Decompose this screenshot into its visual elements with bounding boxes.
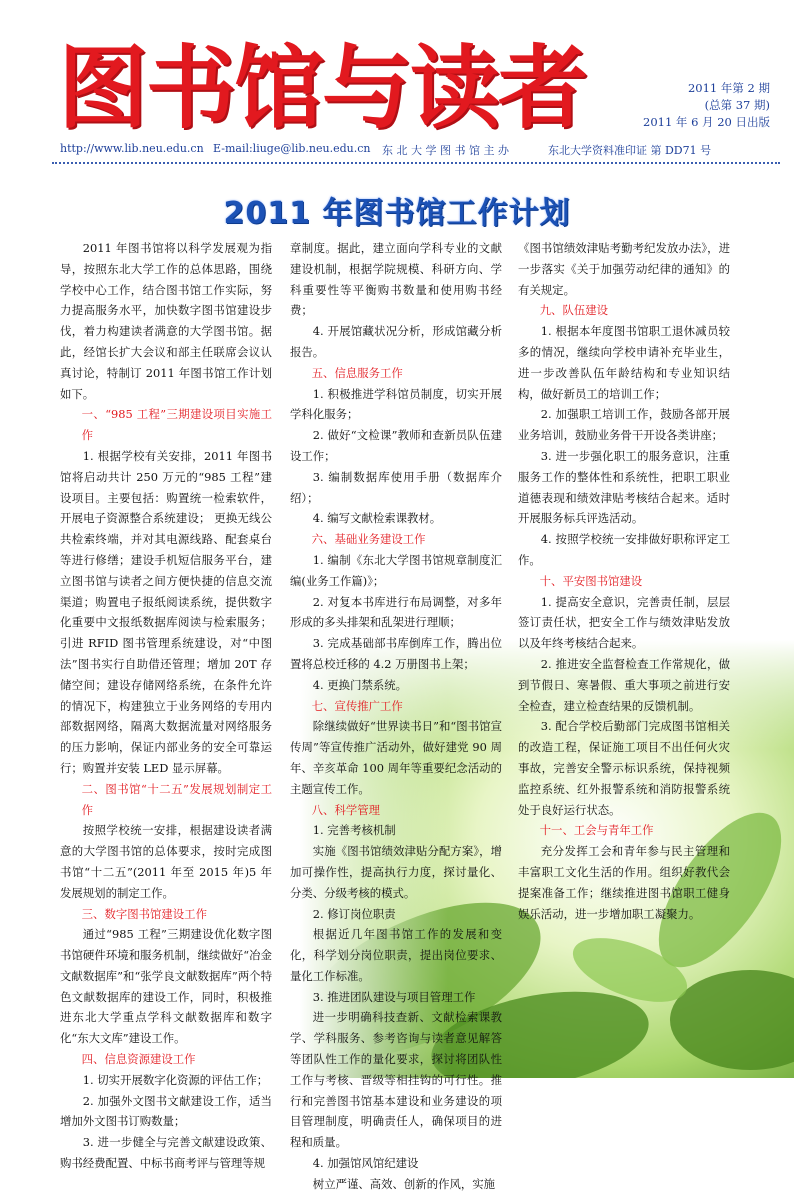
paragraph: 按照学校统一安排，根据建设读者满意的大学图书馆的总体要求，按时完成图书馆“十二五”(2011 年至 2015 年)5 年发展规划的制定工作。 bbox=[60, 823, 272, 900]
section-heading: 五、信息服务工作 bbox=[311, 365, 403, 380]
article-headline: 2011 年图书馆工作计划 bbox=[223, 196, 571, 231]
paragraph: 2. 加强外文图书文献建设工作，适当增加外文图书订购数量； bbox=[60, 1093, 272, 1129]
paragraph: 1. 完善考核机制 bbox=[312, 823, 396, 838]
paragraph: 章制度。据此，建立面向学科专业的文献建设机制，根据学院规模、科研方向、学科重要性等平衡购书数量和使用购书经费； bbox=[290, 241, 502, 318]
paragraph: 4. 编写文献检索课教材。 bbox=[312, 511, 442, 526]
paragraph: 1. 根据学校有关安排，2011 年图书馆将启动共计 250 万元的“985 工程”建设项目。主要包括：购置统一检索软件，开展电子资源整合系统建设； 更换无线公共检索终端，并对其电源线路、配套桌台等进行修缮；建设手机短信服务平台，建立图书馆与读者之间方便快捷的信息交流渠道；购置电子报纸阅读系统，提供数字化重要中文报纸数据库阅读与检索服务； 引进 RFID 图书管理系统建设，对“中图法”图书实行自助借还管理；增加 20T 存储空间；建设存储网络系统，在条件允许的情况下，构建独立于业务网络的专用内部数据网络，隔离大数据流量对网络服务的压力影响，保证内部业务的安全可靠运行；购置并安装 LED 显示屏幕。 bbox=[60, 448, 272, 775]
column-3 bbox=[518, 238, 730, 924]
paragraph: 3. 进一步强化职工的服务意识，注重服务工作的整体性和系统性，把职工职业道德表现和绩效津贴考核结合起来。适时开展服务标兵评选活动。 bbox=[518, 448, 730, 526]
masthead bbox=[58, 30, 586, 148]
paragraph: 2011 年图书馆将以科学发展观为指导，按照东北大学工作的总体思路，围绕学校中心工作，结合图书馆工作实际，努力提高服务水平，加快数字图书馆建设步伐，着力构建读者满意的大学图书馆。据此，经馆长扩大会议和部主任联席会议认真讨论，特制订 2011 年图书馆工作计划如下。 bbox=[60, 241, 272, 401]
paragraph: 树立严谨、高效、创新的作风，实施 bbox=[312, 1176, 496, 1191]
paragraph: 3. 推进团队建设与项目管理工作 bbox=[312, 989, 476, 1004]
section-heading: 十一、工会与青年工作 bbox=[539, 823, 654, 838]
paragraph: 4. 加强馆风馆纪建设 bbox=[312, 1156, 419, 1171]
section-heading: 十、平安图书馆建设 bbox=[539, 573, 643, 588]
paragraph: 2. 对复本书库进行布局调整，对多年形成的多头排架和乱架进行理顺； bbox=[290, 594, 502, 630]
paragraph: 4. 更换门禁系统。 bbox=[312, 677, 408, 692]
paragraph: 《图书馆绩效津贴考勤考纪发放办法》，进一步落实《关于加强劳动纪律的通知》的有关规定。 bbox=[518, 241, 730, 297]
section-heading: 四、信息资源建设工作 bbox=[81, 1052, 196, 1067]
issue-info bbox=[620, 80, 770, 131]
section-heading: 六、基础业务建设工作 bbox=[311, 532, 426, 547]
paragraph: 除继续做好“世界读书日”和“图书馆宣传周”等宣传推广活动外，做好建党 90 周年、辛亥革命 100 周年等重要纪念活动的主题宣传工作。 bbox=[290, 719, 502, 796]
paragraph: 通过“985 工程”三期建设优化数字图书馆硬件环境和服务机制，继续做好“冶金文献数据库”和“张学良文献数据库”两个特色文献数据库的建设工作，同时，积极推进东北大学重点学科文献数据库和数字化“东大文库”建设工作。 bbox=[60, 927, 272, 1046]
paragraph: 实施《图书馆绩效津贴分配方案》，增加可操作性，提高执行力度，探讨量化、分类、分级考核的模式。 bbox=[290, 844, 502, 900]
section-heading: 三、数字图书馆建设工作 bbox=[81, 906, 207, 921]
permit-text: 东北大学资料准印证 第 DD71 号 bbox=[548, 144, 712, 157]
section-heading: 一、“985 工程”三期建设项目实施工作 bbox=[81, 407, 272, 443]
paragraph: 4. 按照学校统一安排做好职称评定工作。 bbox=[518, 532, 730, 567]
paragraph: 3. 进一步健全与完善文献建设政策、购书经费配置、中标书商考评与管理等规 bbox=[60, 1135, 272, 1171]
issue-date: 2011 年 6 月 20 日出版 bbox=[643, 115, 770, 129]
paragraph: 3. 配合学校后勤部门完成图书馆相关的改造工程，保证施工项目不出任何火灾事故，完善安全警示标识系统，保持视频监控系统、红外报警系统和消防报警系统处于良好运行状态。 bbox=[518, 719, 730, 817]
column-2 bbox=[290, 238, 502, 1195]
paragraph: 2. 推进安全监督检查工作常规化，做到节假日、寒暑假、重大事项之前进行安全检查，建立检查结果的反馈机制。 bbox=[518, 656, 730, 713]
paragraph: 3. 编制数据库使用手册（数据库介绍）； bbox=[290, 469, 502, 505]
paragraph: 2. 加强职工培训工作，鼓励各部开展业务培训，鼓励业务骨干开设各类讲座； bbox=[518, 407, 730, 443]
paragraph: 进一步明确科技查新、文献检索课教学、学科服务、参考咨询与读者意见解答等团队性工作的量化要求，探讨将团队性工作与考核、晋级等相挂钩的可行性。推行和完善图书馆基本建设和业务建设的项目管理制度，明确责任人，确保项目的进程和质量。 bbox=[290, 1010, 502, 1150]
sponsor-text: 东 北 大 学 图 书 馆 主 办 bbox=[382, 144, 509, 157]
section-heading: 二、图书馆“十二五”发展规划制定工作 bbox=[81, 781, 272, 817]
section-heading: 八、科学管理 bbox=[311, 802, 381, 817]
info-bar bbox=[60, 142, 775, 160]
paragraph: 1. 编制《东北大学图书馆规章制度汇编(业务工作篇)》； bbox=[290, 552, 502, 588]
paragraph: 4. 开展馆藏状况分析，形成馆藏分析报告。 bbox=[290, 324, 502, 359]
issue-total: (总第 37 期) bbox=[704, 98, 770, 112]
paragraph: 1. 根据本年度图书馆职工退休减员较多的情况，继续向学校申请补充毕业生，进一步改善队伍年龄结构和专业知识结构，做好新员工的培训工作； bbox=[518, 324, 730, 401]
paragraph: 2. 做好“文检课”教师和查新员队伍建设工作； bbox=[290, 428, 502, 463]
website-link[interactable]: http://www.lib.neu.edu.cn bbox=[60, 142, 204, 155]
divider bbox=[52, 162, 780, 164]
paragraph: 2. 修订岗位职责 bbox=[312, 906, 396, 921]
section-heading: 七、宣传推广工作 bbox=[311, 698, 403, 713]
paragraph: 1. 积极推进学科馆员制度，切实开展学科化服务； bbox=[290, 386, 502, 422]
paragraph: 3. 完成基础部书库倒库工作，腾出位置将总校迁移的 4.2 万册图书上架； bbox=[290, 636, 502, 671]
paragraph: 1. 切实开展数字化资源的评估工作； bbox=[82, 1072, 269, 1087]
column-1 bbox=[60, 238, 272, 1174]
paragraph: 充分发挥工会和青年参与民主管理和丰富职工文化生活的作用。组织好教代会提案准备工作；继续推进图书馆职工健身娱乐活动，进一步增加职工凝聚力。 bbox=[518, 844, 730, 921]
email-link[interactable]: E-mail:liuge@lib.neu.edu.cn bbox=[213, 142, 371, 155]
issue-number: 2011 年第 2 期 bbox=[687, 81, 770, 95]
paragraph: 1. 提高安全意识，完善责任制，层层签订责任状，把安全工作与绩效津贴发放以及年终考核结合起来。 bbox=[518, 594, 730, 651]
paragraph: 根据近几年图书馆工作的发展和变化，科学划分岗位职责，提出岗位要求、量化工作标准。 bbox=[290, 927, 502, 983]
masthead-title: 图书馆与读者 bbox=[58, 36, 586, 141]
section-heading: 九、队伍建设 bbox=[539, 303, 609, 318]
